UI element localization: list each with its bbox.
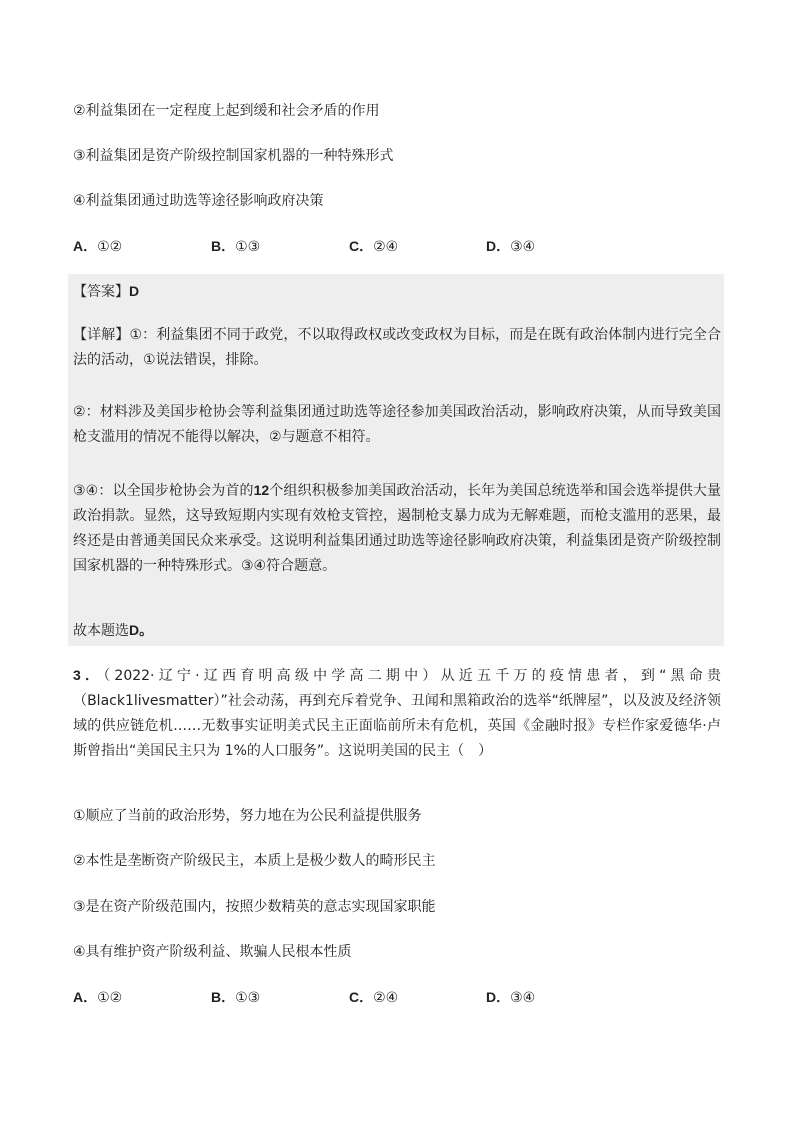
- q2-choice-c: C．②④: [349, 238, 399, 255]
- q2-option-4: ④利益集团通过助选等途径影响政府决策: [73, 193, 324, 209]
- q2-choices: [73, 236, 723, 256]
- q3-choice-d: D．③④: [486, 989, 536, 1006]
- question-number: 3．: [73, 667, 104, 683]
- q2-choice-a: A．①②: [73, 238, 123, 255]
- q3-option-2: ②本性是垄断资产阶级民主，本质上是极少数人的畸形民主: [73, 853, 436, 869]
- q3-choice-a: A．①②: [73, 989, 123, 1006]
- q3-choice-b: B．①③: [211, 989, 261, 1006]
- detail-paragraph-2: ②：材料涉及美国步枪协会等利益集团通过助选等途径参加美国政治活动，影响政府决策，从而导致美国枪支滥用的情况不能得以解决，②与题意不相符。: [73, 404, 721, 445]
- q2-option-3: ③利益集团是资产阶级控制国家机器的一种特殊形式: [73, 148, 394, 164]
- conclusion: 故本题选D。: [73, 622, 154, 639]
- q3-option-3: ③是在资产阶级范围内，按照少数精英的意志实现国家职能: [73, 899, 436, 915]
- q3-choices: [73, 987, 723, 1007]
- q2-option-2: ②利益集团在一定程度上起到缓和社会矛盾的作用: [73, 103, 380, 119]
- q3-option-4: ④具有维护资产阶级利益、欺骗人民根本性质: [73, 944, 352, 960]
- answer-line: [73, 281, 139, 302]
- answer-label: 【答案】: [73, 284, 129, 300]
- q2-choice-b: B．①③: [211, 238, 261, 255]
- question-3-stem: 3．（2022·辽宁·辽西育明高级中学高二期中）从近五千万的疫情患者，到“黑命贵（Black1livesmatter）”社会动荡，再到充斥着党争、丑闻和黑箱政治的选举“纸牌屋”，以及波及经济领域的供应链危机……无数事实证明美式民主正面临前所未有危机，英国《金融时报》专栏作家爱德华·卢斯曾指出“美国民主只为 1%的人口服务”。这说明美国的民主（ ）: [73, 667, 721, 759]
- q3-option-1: ①顺应了当前的政治形势，努力地在为公民利益提供服务: [73, 808, 422, 824]
- detail-label: 【详解】: [73, 327, 130, 343]
- q3-choice-c: C．②④: [349, 989, 399, 1006]
- answer-value: D: [129, 283, 140, 299]
- q2-choice-d: D．③④: [486, 238, 536, 255]
- detail-paragraph-1: 【详解】①：利益集团不同于政党，不以取得政权或改变政权为目标，而是在既有政治体制内进行完全合法的活动，①说法错误，排除。: [73, 327, 721, 368]
- detail-paragraph-3: ③④：以全国步枪协会为首的12个组织积极参加美国政治活动，长年为美国总统选举和国会选举提供大量政治捐款。显然，这导致短期内实现有效枪支管控，遏制枪支暴力成为无解难题，而枪支滥用的恶果，最终还是由普通美国民众来承受。这说明利益集团通过助选等途径影响政府决策，利益集团是资产阶级控制国家机器的一种特殊形式。③④符合题意。: [73, 482, 721, 574]
